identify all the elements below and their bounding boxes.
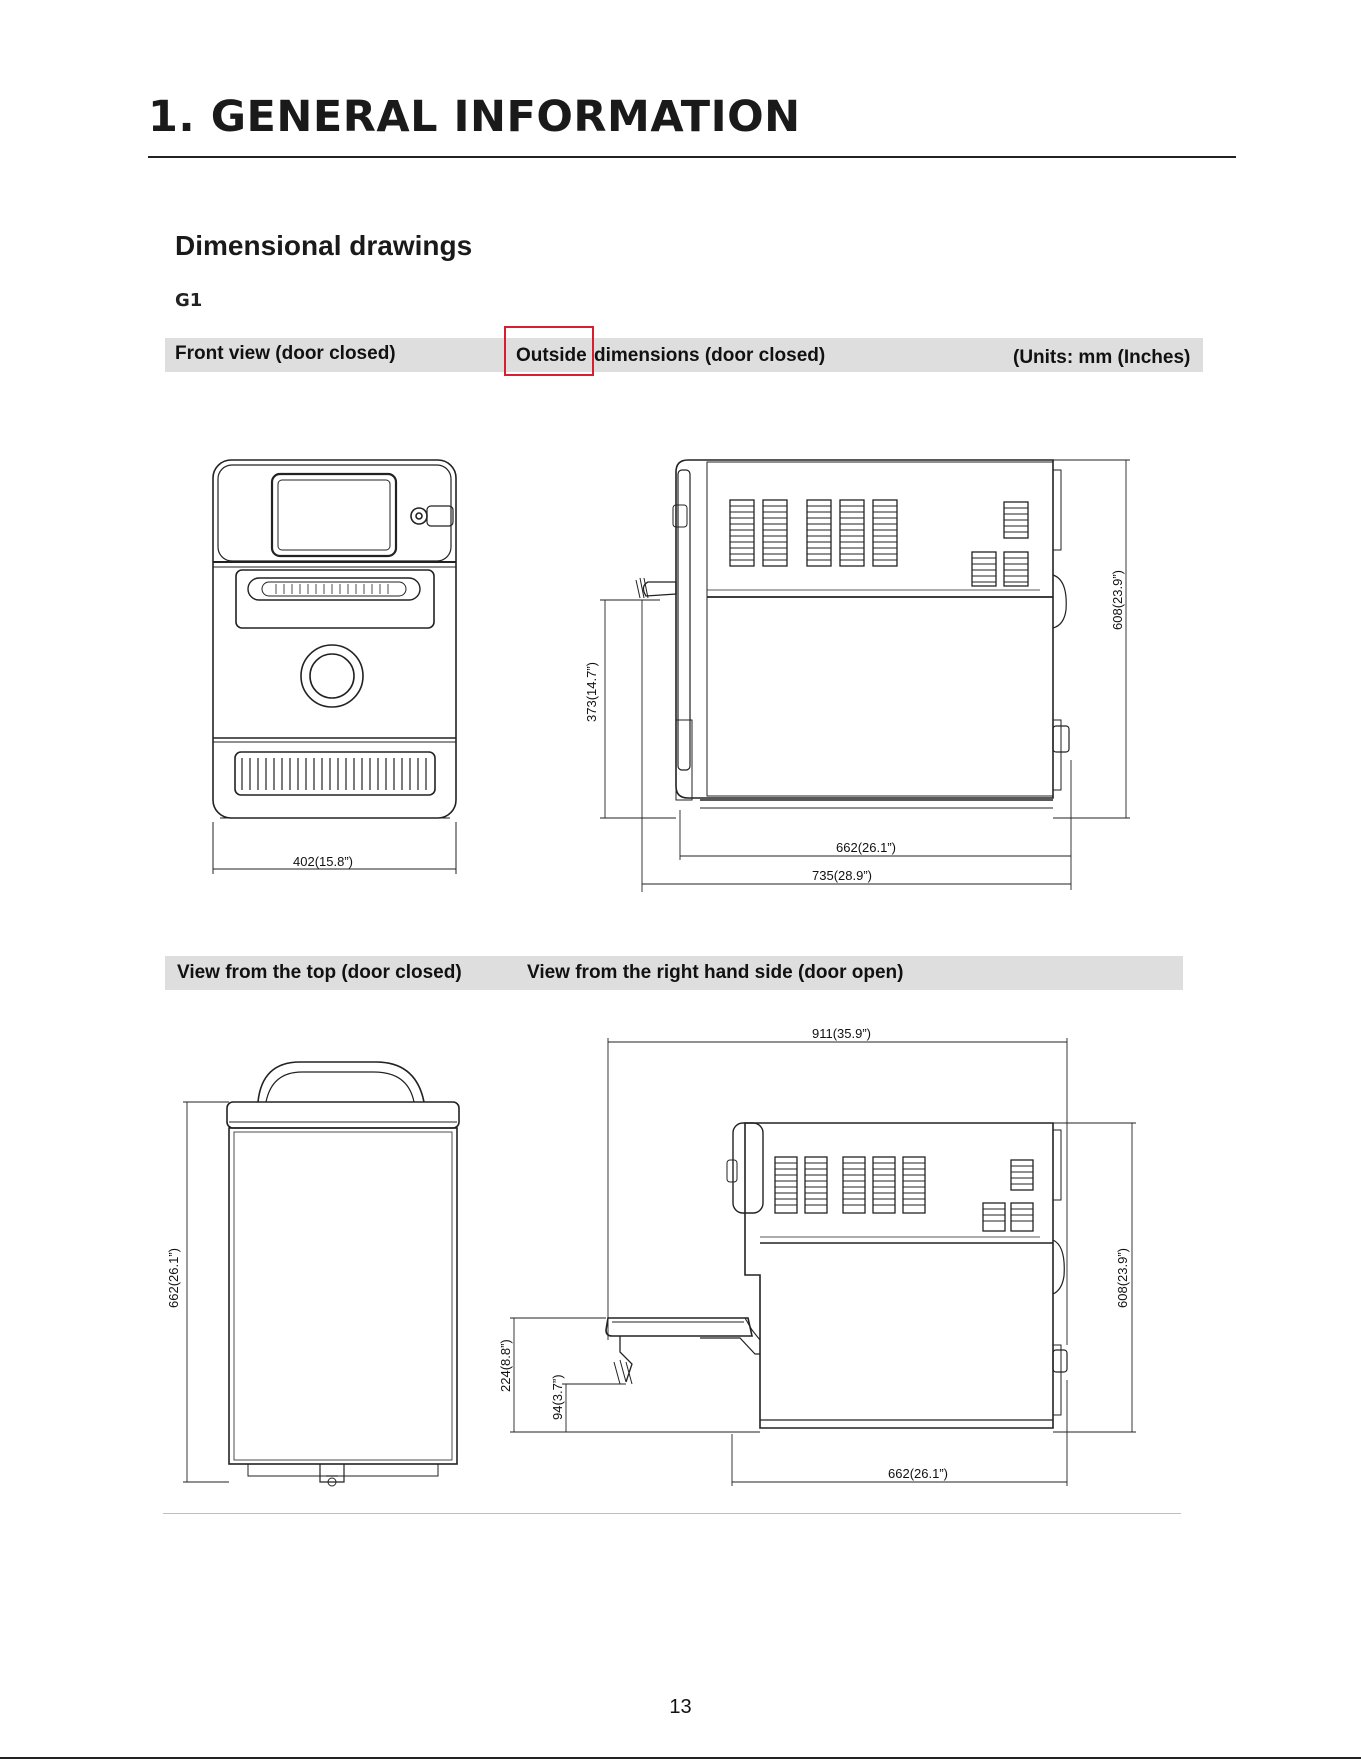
page-number: 13 [669,1696,692,1718]
dim-side-handle-height: 373(14.7”) [584,662,599,722]
right-open-view-drawing [498,1026,1136,1486]
front-view-drawing [213,460,456,874]
front-view-label: Front view (door closed) [175,343,396,364]
section-title: Dimensional drawings [175,230,473,261]
top-view-label: View from the top (door closed) [177,962,462,983]
dim-open-depth: 662(26.1”) [888,1466,948,1481]
dim-top-depth: 662(26.1”) [166,1248,181,1308]
top-view-drawing [166,1062,459,1486]
footer-rule [163,1513,1181,1514]
page-bottom-edge [0,1757,1361,1759]
dim-front-width: 402(15.8”) [293,854,353,869]
model-label: G1 [175,290,203,311]
dim-side-depth: 662(26.1”) [836,840,896,855]
dim-open-door-height: 224(8.8”) [498,1339,513,1392]
right-view-label: View from the right hand side (door open) [527,962,904,983]
chapter-title: 1. GENERAL INFORMATION [148,92,801,142]
side-view-drawing [584,460,1130,892]
dim-open-total-depth: 911(35.9”) [812,1026,872,1041]
outside-dimensions-label: dimensions (door closed) [594,345,826,366]
outside-word: Outside [516,345,587,366]
dim-side-height: 608(23.9”) [1110,570,1125,630]
dim-open-height: 608(23.9”) [1115,1248,1130,1308]
units-label: (Units: mm (Inches) [1013,347,1191,368]
dim-open-door-bottom: 94(3.7”) [550,1374,565,1420]
dim-side-depth-total: 735(28.9”) [812,868,872,883]
